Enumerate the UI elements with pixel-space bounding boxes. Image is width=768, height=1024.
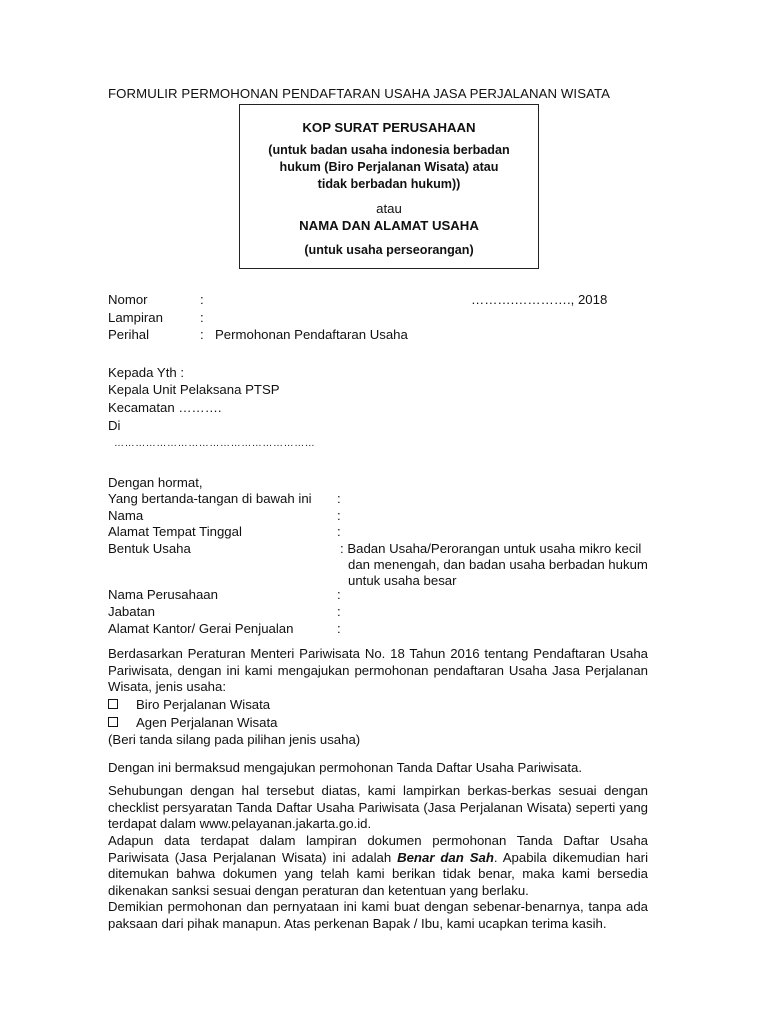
alamat-label: Alamat Tempat Tinggal [108, 524, 242, 539]
letterhead-box [239, 104, 539, 269]
paragraph-intent: Dengan ini bermaksud mengajukan permohonan Tanda Daftar Usaha Pariwisata. [108, 760, 583, 775]
recipient-kecamatan: Kecamatan ………. [108, 400, 222, 415]
alamat-colon: : [337, 524, 341, 539]
date-field: ……….…………., 2018 [471, 292, 608, 307]
paragraph-attachment: Sehubungan dengan hal tersebut diatas, kami lampirkan berkas-berkas sesuai dengan checklist persyaratan Tanda Daftar Usaha Pariwisata (Jasa Perjalanan Wisata) seperti yang terdapat dalam www.pelayanan.jakarta.go.id. [108, 783, 648, 831]
bentuk-value-2: dan menengah, dan badan usaha berbadan hukum [348, 557, 648, 572]
form-title: FORMULIR PERMOHONAN PENDAFTARAN USAHA JASA PERJALANAN WISATA [108, 86, 611, 101]
perihal-colon: : [200, 327, 204, 342]
recipient-di: Di [108, 418, 121, 433]
jabatan-label: Jabatan [108, 604, 155, 619]
recipient-unit: Kepala Unit Pelaksana PTSP [108, 382, 280, 397]
nomor-colon: : [200, 292, 204, 307]
option-agen-label: Agen Perjalanan Wisata [136, 715, 278, 730]
perihal-value: Permohonan Pendaftaran Usaha [215, 327, 408, 342]
lampiran-label: Lampiran [108, 310, 163, 325]
nama-label: Nama [108, 508, 144, 523]
option-biro-label: Biro Perjalanan Wisata [136, 697, 271, 712]
nomor-label: Nomor [108, 292, 148, 307]
jabatan-colon: : [337, 604, 341, 619]
paragraph-closing: Demikian permohonan dan pernyataan ini kami buat dengan sebenar-benarnya, tanpa ada paksaan dari pihak manapun. Atas perkenan Bapak / Ibu, kami ucapkan terima kasih. [108, 899, 648, 931]
salutation: Dengan hormat, [108, 475, 203, 490]
option-note: (Beri tanda silang pada pilihan jenis usaha) [108, 732, 361, 747]
atau-text: atau [376, 201, 402, 216]
kop-surat-heading: KOP SURAT PERUSAHAAN [302, 120, 476, 135]
nama-colon: : [337, 508, 341, 523]
signer-label: Yang bertanda-tangan di bawah ini [108, 491, 312, 506]
checkbox-biro[interactable] [108, 699, 118, 709]
perusahaan-label: Nama Perusahaan [108, 587, 218, 602]
paragraph-regulation: Berdasarkan Peraturan Menteri Pariwisata No. 18 Tahun 2016 tentang Pendaftaran Usaha Pariwisata, dengan ini kami mengajukan permohonan pendaftaran Usaha Jasa Perjalanan Wisata, jenis usaha: [108, 646, 648, 694]
option-agen[interactable] [108, 715, 277, 732]
option-biro[interactable] [108, 697, 270, 714]
checkbox-agen[interactable] [108, 717, 118, 727]
lampiran-colon: : [200, 310, 204, 325]
recipient-dots: ………………………………………………… [114, 438, 316, 449]
signer-colon: : [337, 491, 341, 506]
kantor-label: Alamat Kantor/ Gerai Penjualan [108, 621, 294, 636]
kantor-colon: : [337, 621, 341, 636]
bentuk-value-1: : Badan Usaha/Perorangan untuk usaha mikro kecil [340, 541, 642, 556]
validity-text-b: . Apabila dikemudian hari ditemukan bahwa dokumen yang telah kami berikan tidak benar, maka kami bersedia dikenakan sanksi sesuai dengan peraturan dan ketentuan yang berlaku. [108, 849, 648, 898]
kepada-yth: Kepada Yth : [108, 365, 185, 380]
nama-alamat-note: (untuk usaha perseorangan) [304, 243, 474, 257]
bentuk-value-3: untuk usaha besar [348, 573, 457, 588]
validity-text-a: Adapun data terdapat dalam lampiran dokumen permohonan Tanda Daftar Usaha Pariwisata (Jasa Perjalanan Wisata) ini adalah [108, 833, 648, 865]
validity-emphasis: Benar dan Sah [397, 849, 494, 865]
perihal-label: Perihal [108, 327, 150, 342]
nama-alamat-heading: NAMA DAN ALAMAT USAHA [299, 218, 479, 233]
kop-surat-note: (untuk badan usaha indonesia berbadan hukum (Biro Perjalanan Wisata) atau tidak berbadan hukum)) [268, 143, 510, 191]
perusahaan-colon: : [337, 587, 341, 602]
paragraph-validity [108, 833, 648, 899]
bentuk-label: Bentuk Usaha [108, 541, 191, 556]
